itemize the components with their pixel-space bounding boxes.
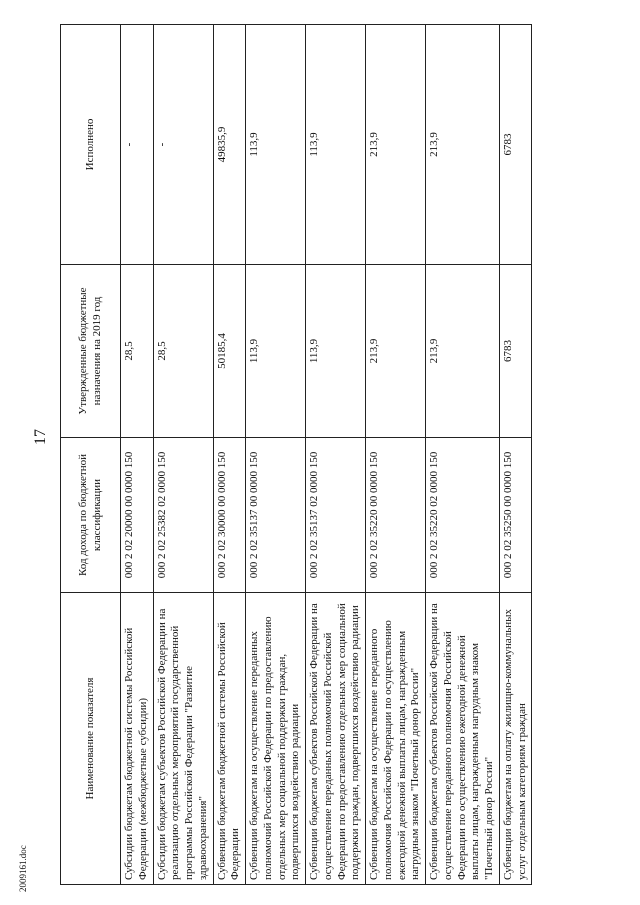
header-name: Наименование показателя [61, 593, 121, 885]
cell-name: Субвенции бюджетам на осуществление переданного полномочия Российской Федерации по осуществлению ежегодной денежной выплаты лицам, награжденным нагрудным знаком "Почетный донор России" [366, 593, 426, 885]
header-executed: Исполнено [61, 25, 121, 265]
cell-approved: 28,5 [121, 265, 154, 438]
cell-approved: 6783 [499, 265, 532, 438]
cell-code: 000 2 02 25382 02 0000 150 [153, 438, 213, 593]
cell-executed: - [153, 25, 213, 265]
cell-name: Субсидии бюджетам субъектов Российской Федерации на реализацию отдельных мероприятий государственной программы Российской Федерации "Развитие здравоохранения" [153, 593, 213, 885]
cell-name: Субвенции бюджетам на оплату жилищно-коммунальных услуг отдельным категориям граждан [499, 593, 532, 885]
cell-approved: 113,9 [306, 265, 366, 438]
cell-code: 000 2 02 35250 00 0000 150 [499, 438, 532, 593]
cell-code: 000 2 02 35137 02 0000 150 [306, 438, 366, 593]
cell-approved: 213,9 [426, 265, 500, 438]
header-approved: Утвержденные бюджетные назначения на 2019 год [61, 265, 121, 438]
table-row [246, 25, 306, 885]
table-row [499, 25, 532, 885]
table-row [121, 25, 154, 885]
rotated-table-page [60, 25, 528, 885]
table-row [426, 25, 500, 885]
cell-executed: 6783 [499, 25, 532, 265]
cell-code: 000 2 02 30000 00 0000 150 [213, 438, 246, 593]
cell-code: 000 2 02 20000 00 0000 150 [121, 438, 154, 593]
table-row [366, 25, 426, 885]
cell-name: Субвенции бюджетам субъектов Российской Федерации на осуществление переданных полномочий Российской Федерации по предоставлению отдельных мер социальной поддержки граждан, подвергшихся воздействию радиации [306, 593, 366, 885]
document-file-id: 2009161.doc [18, 845, 28, 892]
cell-executed: 113,9 [246, 25, 306, 265]
cell-executed: 49835,9 [213, 25, 246, 265]
cell-approved: 113,9 [246, 265, 306, 438]
cell-name: Субвенции бюджетам субъектов Российской Федерации на осуществление переданного полномочия Российской Федерации по осуществлению ежегодной денежной выплаты лицам, награжденным нагрудным знаком "Почетный донор России" [426, 593, 500, 885]
cell-code: 000 2 02 35220 02 0000 150 [426, 438, 500, 593]
table-header-row [61, 25, 121, 885]
page-number: 17 [32, 429, 49, 445]
cell-approved: 213,9 [366, 265, 426, 438]
budget-table [60, 24, 532, 885]
cell-executed: - [121, 25, 154, 265]
table-row [306, 25, 366, 885]
cell-code: 000 2 02 35137 00 0000 150 [246, 438, 306, 593]
cell-name: Субвенции бюджетам на осуществление переданных полномочий Российской Федерации по предоставлению отдельных мер социальной поддержки граждан, подвергшихся воздействию радиации [246, 593, 306, 885]
cell-executed: 213,9 [366, 25, 426, 265]
cell-code: 000 2 02 35220 00 0000 150 [366, 438, 426, 593]
header-code: Код дохода по бюджетной классификации [61, 438, 121, 593]
cell-executed: 113,9 [306, 25, 366, 265]
cell-name: Субвенции бюджетам бюджетной системы Российской Федерации [213, 593, 246, 885]
table-row [153, 25, 213, 885]
cell-approved: 50185,4 [213, 265, 246, 438]
cell-executed: 213,9 [426, 25, 500, 265]
cell-approved: 28,5 [153, 265, 213, 438]
table-row [213, 25, 246, 885]
cell-name: Субсидии бюджетам бюджетной системы Российской Федерации (межбюджетные субсидии) [121, 593, 154, 885]
